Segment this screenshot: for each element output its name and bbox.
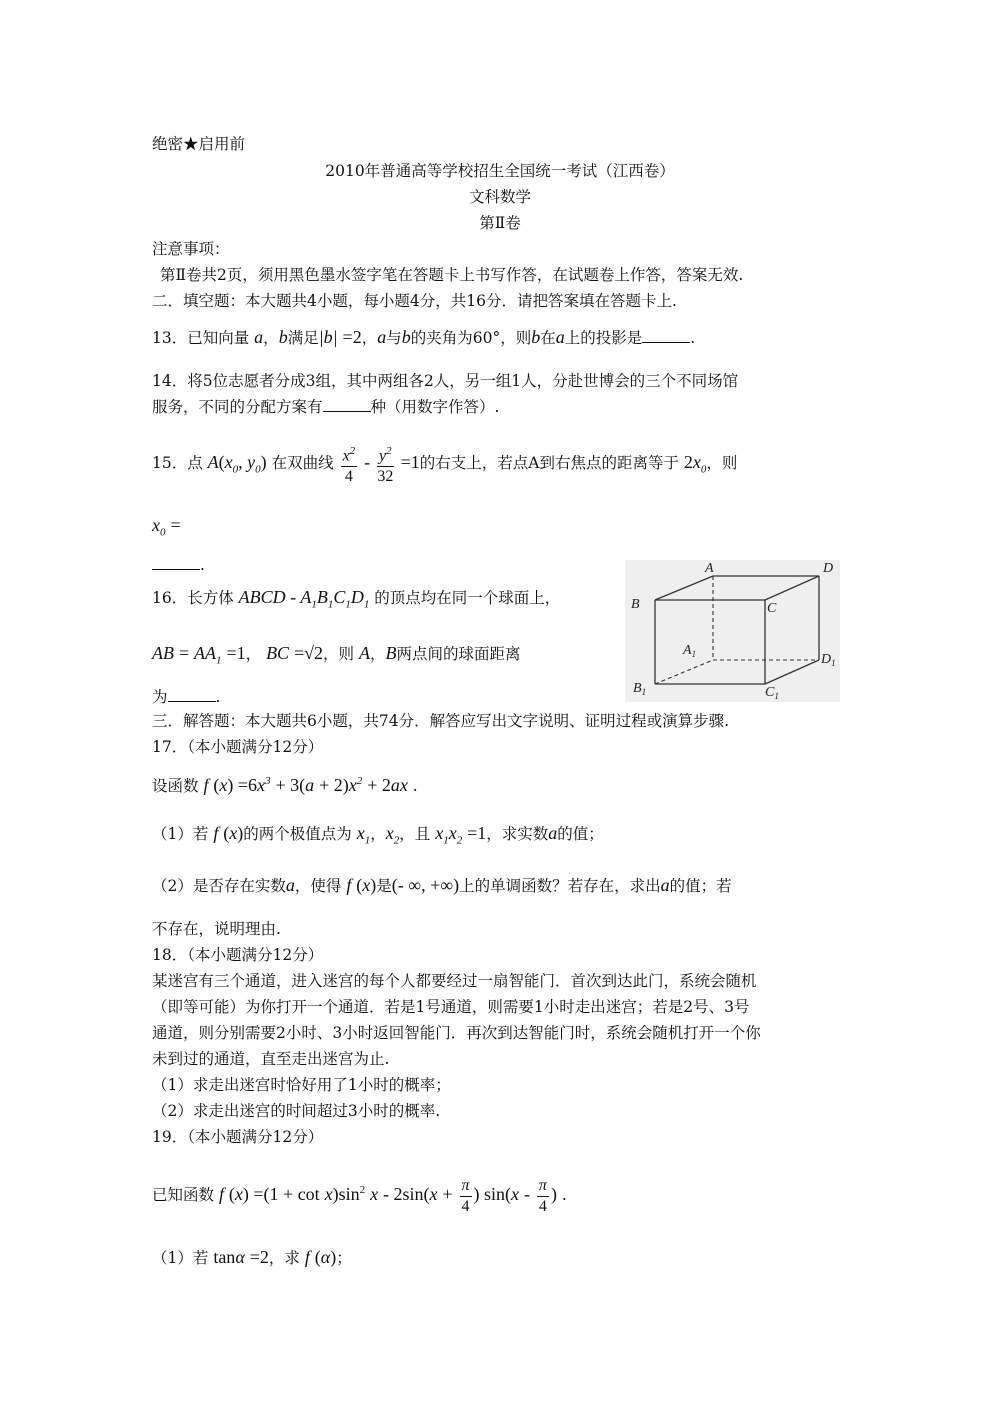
question-17-part-1: （1）若 f (x)的两个极值点为 $x_1$，$x_2$，且 $x_1x_2 =1$，求实数a的值； <box>152 823 604 847</box>
question-14-line-2: 服务，不同的分配方案有 种（用数字作答）. <box>152 398 500 416</box>
question-19-intro: 已知函数 f $(x) =(1 + \cot x)\sin^2$ x - 2sin(x + $\frac{\pi}{4}$ ) sin(x - $\frac{\pi}{4}$ ) . <box>152 1176 567 1215</box>
exam-volume: 第Ⅱ卷 <box>479 214 521 232</box>
notes-label: 注意事项： <box>152 240 230 258</box>
vertex-label-d1: $D_1$ <box>821 652 836 668</box>
question-18-line-1: 某迷宫有三个通道，进入迷宫的每个人都要经过一扇智能门．首次到达此门，系统会随机 <box>152 972 757 990</box>
cuboid-figure <box>625 560 840 702</box>
question-17-intro: 设函数 f $(x) =6x^3 + 3(a + 2)x^2 + 2ax$ . <box>152 775 418 795</box>
vertex-label-a: A <box>705 561 714 576</box>
question-17-heading: 17．（本小题满分12分） <box>152 738 324 756</box>
question-18-line-3: 通道，则分别需要2小时、3小时返回智能门．再次到达智能门时，系统会随机打开一个你 <box>152 1024 761 1042</box>
exam-subject: 文科数学 <box>468 188 531 206</box>
question-16-line-3: 为 . <box>152 688 221 706</box>
question-15-answer: $x_0$ = <box>152 515 181 539</box>
question-17-part-2: （2）是否存在实数a，使得 f (x)是(- ∞, +∞)上的单调函数？若存在，求出a的值；若 <box>152 875 732 895</box>
vertex-label-a1: $A_1$ <box>683 643 697 659</box>
vertex-label-d: D <box>823 561 834 576</box>
vertex-label-c1: $C_1$ <box>765 685 779 701</box>
question-16-line-1: 16．长方体 ABCD - $A_1B_1C_1D_1$ 的顶点均在同一个球面上， <box>152 587 561 611</box>
exam-title: 2010年普通高等学校招生全国统一考试（江西卷） <box>325 162 675 180</box>
notes-text: 第Ⅱ卷共2页，须用黑色墨水签字笔在答题卡上书写作答，在试题卷上作答，答案无效. <box>160 266 744 284</box>
vertex-label-b: B <box>631 597 640 612</box>
question-18-heading: 18．（本小题满分12分） <box>152 946 324 964</box>
question-19-heading: 19．（本小题满分12分） <box>152 1128 324 1146</box>
question-15: 15．点 $A(x_0$, $y_0$) 在双曲线 $\frac{x^2}{4}$ - $\frac{y^2}{32}$ =1的右支上，若点A到右焦点的距离等于 $2x_0$，则 <box>152 440 852 492</box>
question-18-line-4: 未到过的通道，直至走出迷宫为止. <box>152 1050 390 1068</box>
question-15-blank: . <box>152 554 852 576</box>
section-2-heading: 二．填空题：本大题共4小题，每小题4分，共16分．请把答案填在答题卡上. <box>152 292 677 310</box>
vertex-label-b1: $B_1$ <box>633 681 647 697</box>
question-17-part-2-cont: 不存在，说明理由. <box>152 920 281 938</box>
question-18-line-2: （即等可能）为你打开一个通道．若是1号通道，则需要1小时走出迷宫；若是2号、3号 <box>152 998 750 1016</box>
question-16-line-2: AB = $AA_1 =1$， BC =√2，则 A，B两点间的球面距离 <box>152 643 521 667</box>
vertex-label-c: C <box>767 601 777 616</box>
question-18-part-2: （2）求走出迷宫的时间超过3小时的概率. <box>152 1102 441 1120</box>
question-13: 13．已知向量 a，b满足|b| =2，a与b的夹角为60°，则b在a上的投影是 . <box>152 327 696 347</box>
question-14-line-1: 14．将5位志愿者分成3组，其中两组各2人，另一组1人，分赴世博会的三个不同场馆 <box>152 372 739 390</box>
question-19-part-1: （1）若 tanα =2，求 f (α)； <box>152 1247 352 1267</box>
question-18-part-1: （1）求走出迷宫时恰好用了1小时的概率； <box>152 1076 451 1094</box>
section-3-heading: 三．解答题：本大题共6小题，共74分．解答应写出文字说明、证明过程或演算步骤. <box>152 712 730 730</box>
secret-label: 绝密★启用前 <box>152 135 246 153</box>
